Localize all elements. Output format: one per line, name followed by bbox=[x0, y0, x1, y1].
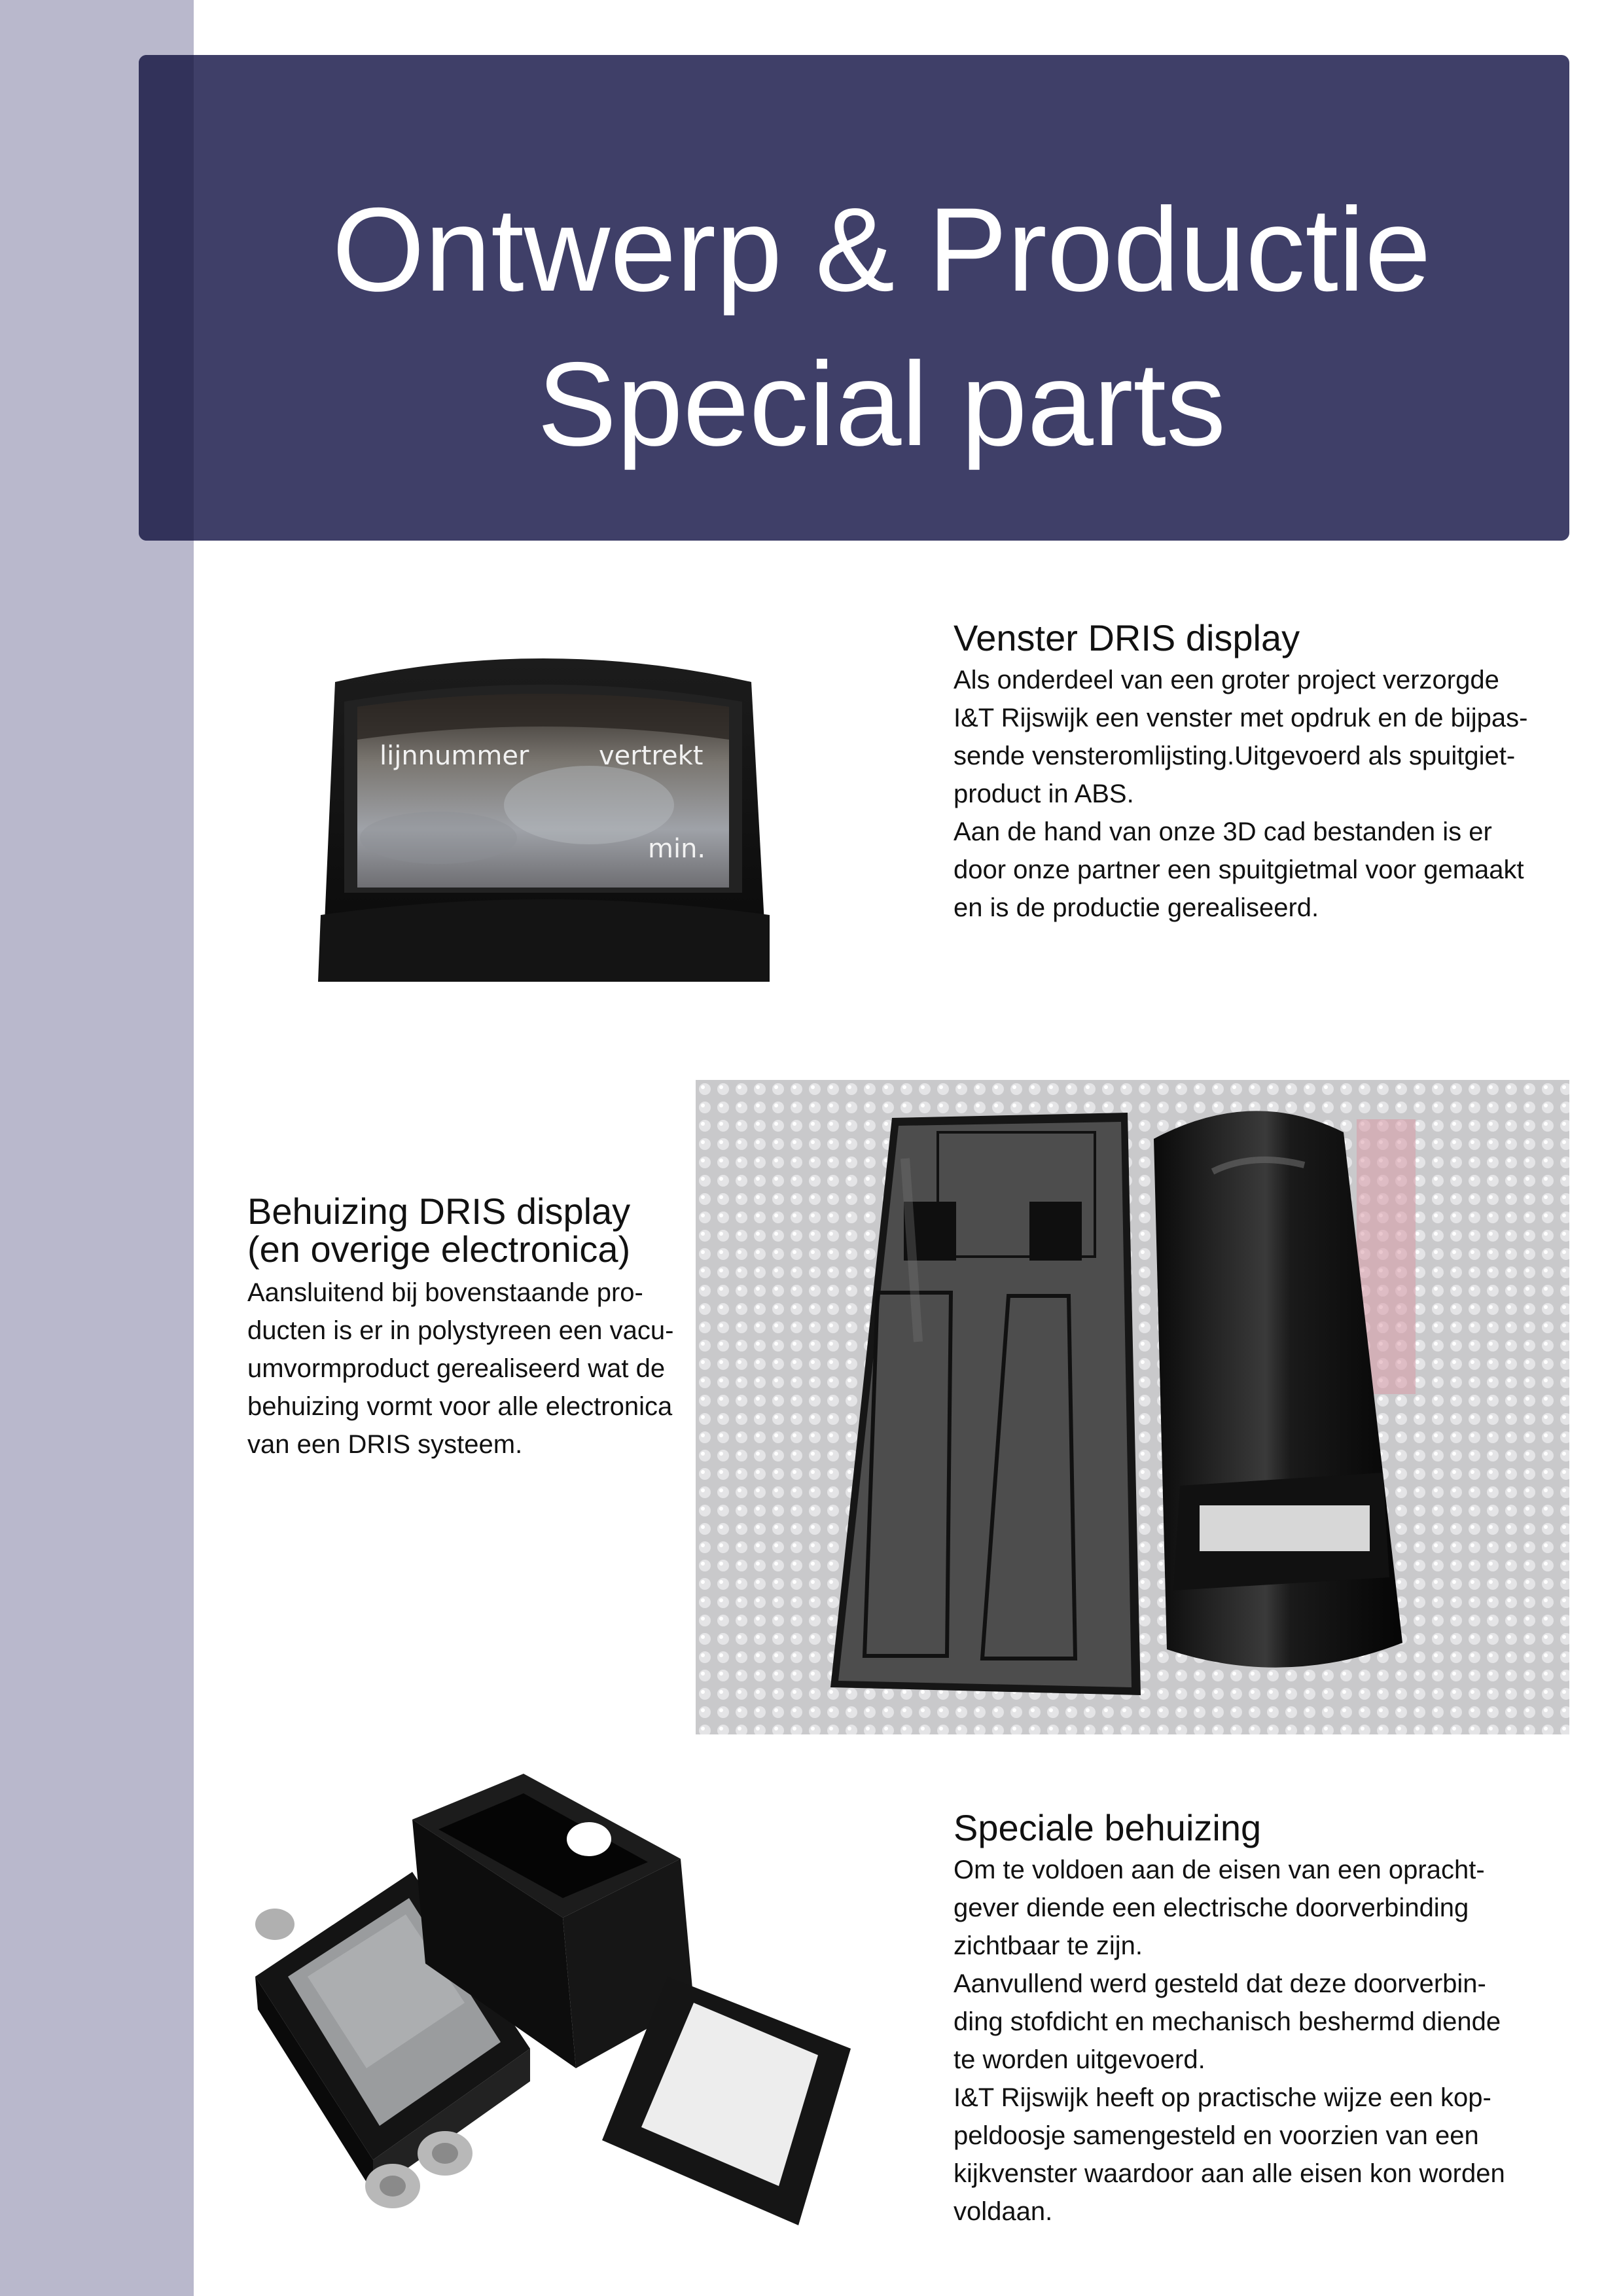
section-title-speciale-behuizing: Speciale behuizing bbox=[954, 1807, 1262, 1848]
section-text-venster bbox=[954, 661, 1527, 927]
junction-box-photo bbox=[249, 1767, 877, 2238]
text-line: ding stofdicht en mechanisch beshermd diende bbox=[954, 2007, 1501, 2036]
text-line: kijkvenster waardoor aan alle eisen kon worden bbox=[954, 2159, 1505, 2188]
text-line: gever diende een electrische doorverbinding bbox=[954, 1893, 1469, 1922]
text-line: door onze partner een spuitgietmal voor gemaakt bbox=[954, 855, 1524, 884]
text-line: umvormproduct gerealiseerd wat de bbox=[247, 1354, 666, 1383]
text-line: sende vensteromlijsting.Uitgevoerd als spuitgiet- bbox=[954, 742, 1516, 770]
section-title-behuizing-line1: Behuizing DRIS display bbox=[247, 1191, 631, 1232]
window-label-min: min. bbox=[648, 834, 706, 864]
text-line: en is de productie gerealiseerd. bbox=[954, 893, 1319, 922]
dris-window-photo bbox=[308, 641, 779, 988]
text-line: Als onderdeel van een groter project verzorgde bbox=[954, 666, 1499, 694]
text-line: Aan de hand van onze 3D cad bestanden is er bbox=[954, 817, 1492, 846]
text-line: ducten is er in polystyreen een vacu- bbox=[247, 1316, 674, 1345]
text-line: I&T Rijswijk een venster met opdruk en de bijpas- bbox=[954, 704, 1528, 732]
text-line: peldoosje samengesteld en voorzien van een bbox=[954, 2121, 1479, 2150]
section-title-behuizing-line2: (en overige electronica) bbox=[247, 1229, 631, 1270]
text-line: zichtbaar te zijn. bbox=[954, 1931, 1143, 1960]
text-line: I&T Rijswijk heeft op practische wijze een kop- bbox=[954, 2083, 1491, 2112]
text-line: behuizing vormt voor alle electronica bbox=[247, 1392, 673, 1421]
section-title-venster: Venster DRIS display bbox=[954, 617, 1300, 658]
text-line: product in ABS. bbox=[954, 780, 1134, 808]
text-line: Aanvullend werd gesteld dat deze doorverbin- bbox=[954, 1969, 1486, 1998]
dris-housing-photo bbox=[696, 1080, 1569, 1734]
banner-edge bbox=[139, 55, 194, 541]
header-banner bbox=[139, 55, 1569, 541]
window-label-vertrekt: vertrekt bbox=[599, 741, 704, 771]
window-label-lijnnummer: lijnnummer bbox=[380, 741, 529, 771]
page-title-line2: Special parts bbox=[537, 337, 1226, 471]
text-line: voldaan. bbox=[954, 2197, 1053, 2226]
section-title-behuizing bbox=[247, 1193, 630, 1268]
text-line: van een DRIS systeem. bbox=[247, 1430, 523, 1459]
section-text-behuizing bbox=[247, 1274, 673, 1463]
text-line: Aansluitend bij bovenstaande pro- bbox=[247, 1278, 643, 1307]
section-text-speciale-behuizing bbox=[954, 1851, 1505, 2231]
page-title-line1: Ontwerp & Productie bbox=[332, 183, 1431, 316]
text-line: te worden uitgevoerd. bbox=[954, 2045, 1205, 2074]
text-line: Om te voldoen aan de eisen van een opracht- bbox=[954, 1856, 1485, 1884]
